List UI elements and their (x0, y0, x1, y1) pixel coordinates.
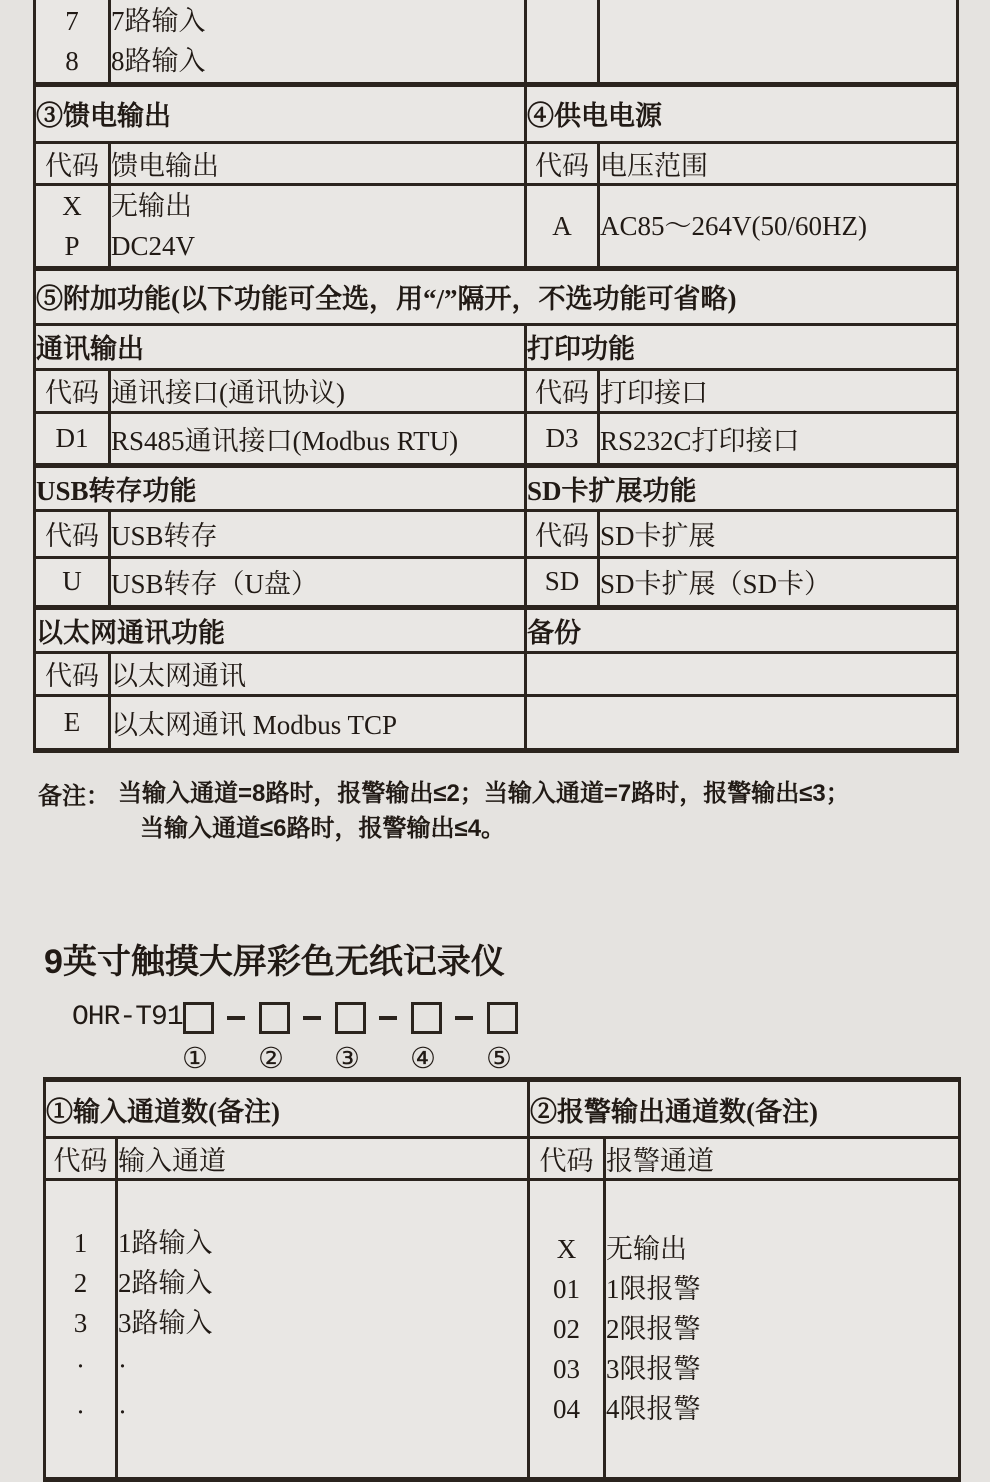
desc-line: DC24V (111, 230, 196, 261)
data-row (35, 184, 958, 268)
code-header-cell: 代码 (35, 142, 110, 184)
subsection-header-row (35, 465, 958, 510)
code-line: 8 (65, 45, 79, 76)
ethernet-title: 以太网通讯功能 (35, 607, 526, 652)
code-cell (45, 1180, 117, 1480)
code-line: 2 (73, 1268, 88, 1298)
dash-separator (366, 1002, 411, 1034)
section3-title: ③馈电输出 (35, 84, 526, 142)
remark-note (38, 776, 850, 846)
code-line: 1 (73, 1228, 88, 1258)
code-header-cell: 代码 (529, 1138, 605, 1180)
section-header-row (35, 84, 958, 142)
dash-separator (290, 1002, 335, 1034)
dash-separator (214, 1002, 259, 1034)
code-line: X (62, 190, 82, 221)
column-header-row (35, 369, 958, 412)
alarm-channels-title: ②报警输出通道数(备注) (529, 1080, 960, 1138)
code-line: A (552, 210, 572, 241)
desc-cell: 以太网通讯 Modbus TCP (110, 695, 526, 750)
empty-cell (599, 0, 958, 84)
code-cell: SD (526, 557, 599, 607)
desc-line: 1限报警 (606, 1274, 701, 1304)
print-title: 打印功能 (526, 324, 958, 369)
desc-line: 4限报警 (606, 1394, 701, 1424)
column-header-row (35, 652, 958, 695)
spec-table-upper (33, 0, 959, 753)
position-marker-3: ③ (334, 1043, 360, 1075)
desc-line: · (118, 1397, 127, 1427)
code-cell: E (35, 695, 110, 750)
remark-lines (118, 776, 850, 846)
sd-title: SD卡扩展功能 (526, 465, 958, 510)
code-line: P (64, 230, 80, 261)
code-header-cell: 代码 (526, 510, 599, 557)
remark-line-1: 当输入通道=8路时，报警输出≤2；当输入通道=7路时，报警输出≤3； (118, 780, 850, 807)
product-heading: 9英寸触摸大屏彩色无纸记录仪 (44, 943, 505, 981)
desc-header-cell: 打印接口 (599, 369, 958, 412)
column-header-row (35, 142, 958, 184)
empty-cell (526, 695, 958, 750)
empty-cell (526, 652, 958, 695)
model-code-box-5 (487, 1002, 518, 1034)
model-code-box-2 (259, 1002, 290, 1034)
code-header-cell: 代码 (526, 369, 599, 412)
desc-header-cell: SD卡扩展 (599, 510, 958, 557)
desc-line: 3路输入 (118, 1308, 213, 1338)
desc-cell (599, 184, 958, 268)
column-header-row (45, 1138, 960, 1180)
desc-line: 无输出 (111, 190, 192, 221)
section4-title: ④供电电源 (526, 84, 958, 142)
code-line: X (556, 1234, 577, 1264)
desc-cell (605, 1180, 960, 1480)
spec-table-lower (43, 1077, 961, 1482)
section-header-row (45, 1080, 960, 1138)
model-code-box-1 (183, 1002, 214, 1034)
code-line: · (76, 1397, 85, 1427)
code-line: 03 (553, 1354, 581, 1384)
code-header-cell: 代码 (526, 142, 599, 184)
desc-header-cell: 馈电输出 (110, 142, 526, 184)
input-channels-title: ①输入通道数(备注) (45, 1080, 529, 1138)
model-code-box-3 (335, 1002, 366, 1034)
desc-header-cell: 通讯接口(通讯协议) (110, 369, 526, 412)
remark-label: 备注： (38, 783, 110, 810)
data-row (35, 412, 958, 465)
backup-title: 备份 (526, 607, 958, 652)
desc-line: · (118, 1351, 127, 1381)
position-marker-5: ⑤ (486, 1043, 512, 1075)
data-row (45, 1180, 960, 1480)
code-cell (526, 184, 599, 268)
position-marker-2: ② (258, 1043, 284, 1075)
code-line: 02 (553, 1314, 581, 1344)
desc-cell: RS232C打印接口 (599, 412, 958, 465)
code-cell (529, 1180, 605, 1480)
desc-line: 3限报警 (606, 1354, 701, 1384)
desc-header-cell: 输入通道 (117, 1138, 529, 1180)
desc-header-cell: 以太网通讯 (110, 652, 526, 695)
model-code-box-4 (411, 1002, 442, 1034)
section5-header-row (35, 268, 958, 324)
dash-separator (442, 1002, 487, 1034)
model-prefix: OHR-T91 (72, 1002, 183, 1033)
code-line: · (76, 1351, 85, 1381)
desc-header-cell: USB转存 (110, 510, 526, 557)
desc-cell: RS485通讯接口(Modbus RTU) (110, 412, 526, 465)
desc-line: 无输出 (606, 1234, 688, 1264)
section5-title: ⑤附加功能(以下功能可全选，用“/”隔开，不选功能可省略) (35, 268, 958, 324)
code-cell: D1 (35, 412, 110, 465)
subsection-header-row (35, 607, 958, 652)
empty-cell (526, 0, 599, 84)
desc-cell (110, 184, 526, 268)
usb-title: USB转存功能 (35, 465, 526, 510)
desc-cell: USB转存（U盘） (110, 557, 526, 607)
code-line: 3 (73, 1308, 88, 1338)
desc-header-cell: 电压范围 (599, 142, 958, 184)
column-header-row (35, 510, 958, 557)
comm-title: 通讯输出 (35, 324, 526, 369)
carryover-rows (35, 0, 958, 84)
desc-line: 7路输入 (111, 5, 206, 36)
code-cell (35, 184, 110, 268)
code-cell: D3 (526, 412, 599, 465)
code-cell (35, 0, 110, 84)
code-line: 01 (553, 1274, 581, 1304)
desc-cell: SD卡扩展（SD卡） (599, 557, 958, 607)
code-cell: U (35, 557, 110, 607)
desc-line: 1路输入 (118, 1228, 213, 1258)
subsection-header-row (35, 324, 958, 369)
model-code-row (72, 1001, 518, 1035)
desc-header-cell: 报警通道 (605, 1138, 960, 1180)
desc-line: AC85～264V(50/60HZ) (600, 210, 867, 241)
code-header-cell: 代码 (35, 510, 110, 557)
desc-line: 2限报警 (606, 1314, 701, 1344)
position-marker-1: ① (182, 1043, 208, 1075)
position-marker-4: ④ (410, 1043, 436, 1075)
code-header-cell: 代码 (45, 1138, 117, 1180)
desc-cell (117, 1180, 529, 1480)
code-header-cell: 代码 (35, 652, 110, 695)
desc-line: 8路输入 (111, 45, 206, 76)
desc-cell (110, 0, 526, 84)
code-line: 04 (553, 1394, 581, 1424)
desc-line: 2路输入 (118, 1268, 213, 1298)
data-row (35, 695, 958, 750)
data-row (35, 557, 958, 607)
code-header-cell: 代码 (35, 369, 110, 412)
code-line: 7 (65, 5, 79, 36)
remark-line-2: 当输入通道≤6路时，报警输出≤4。 (140, 815, 506, 842)
